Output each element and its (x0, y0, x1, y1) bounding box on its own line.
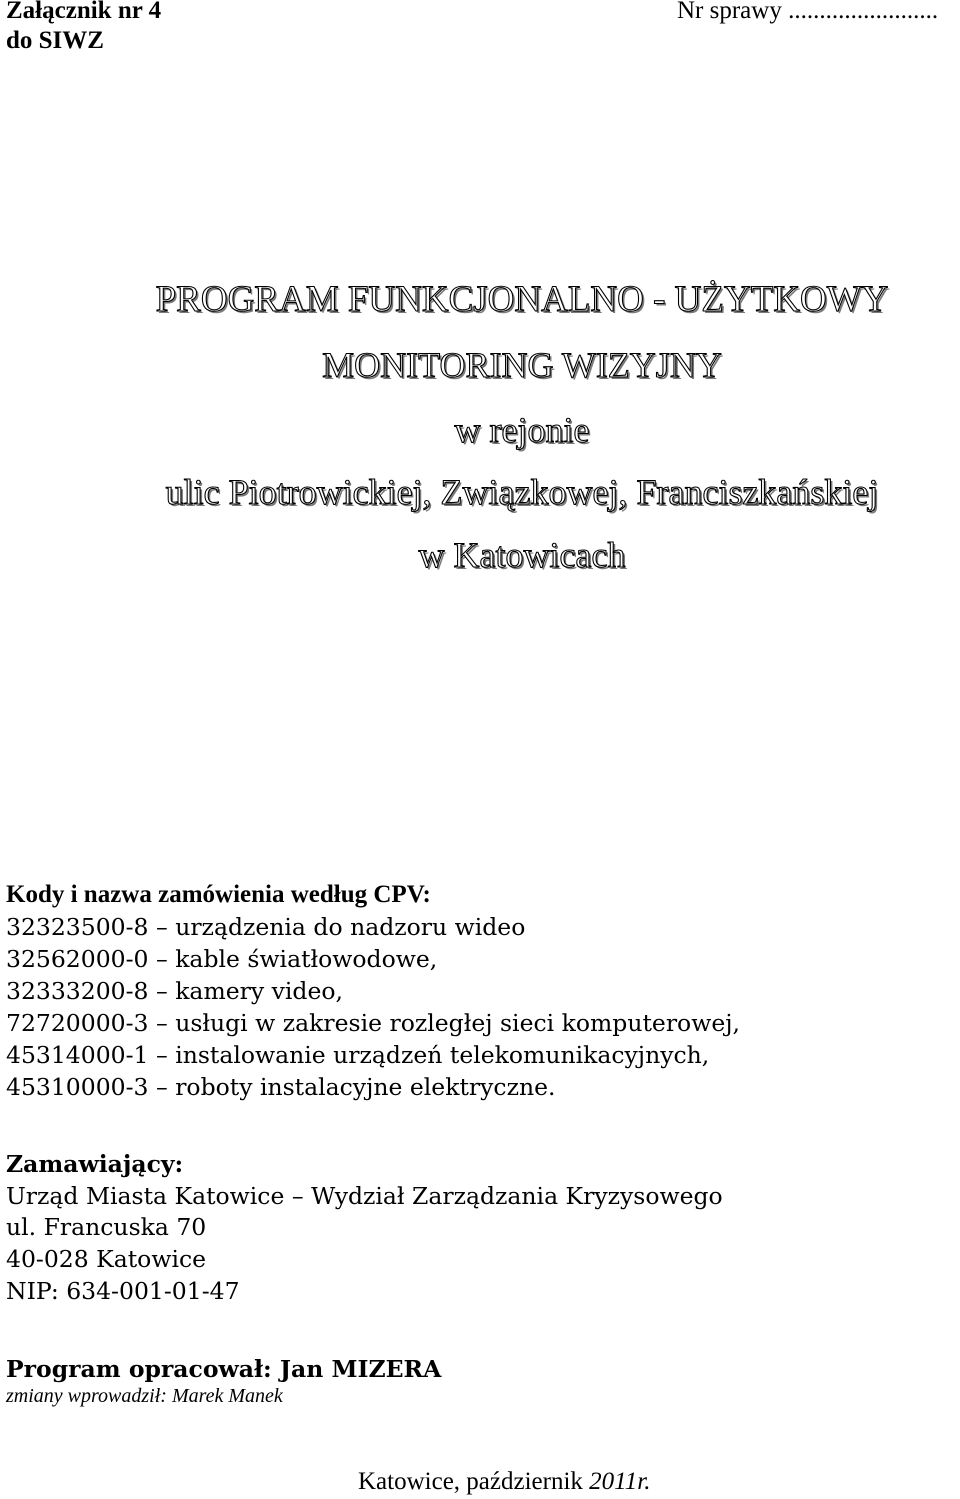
client-heading: Zamawiający: (6, 1150, 184, 1178)
place-date-text: Katowice, październik (358, 1468, 590, 1495)
client-name: Urząd Miasta Katowice – Wydział Zarządzania Kryzysowego (6, 1182, 723, 1210)
attachment-label: Załącznik nr 4 (6, 0, 162, 24)
cpv-item: 32562000-0 – kable światłowodowe, (6, 945, 438, 973)
cpv-item: 32333200-8 – kamery video, (6, 977, 343, 1005)
cpv-item: 45314000-1 – instalowanie urządzeń telekomunikacyjnych, (6, 1041, 710, 1069)
cpv-item: 45310000-3 – roboty instalacyjne elektryczne. (6, 1073, 556, 1101)
title-subject: MONITORING WIZYJNY (322, 345, 722, 385)
prepared-by: Program opracował: Jan MIZERA (6, 1355, 442, 1383)
changes-by: zmiany wprowadził: Marek Manek (6, 1385, 283, 1407)
cpv-item: 72720000-3 – usługi w zakresie rozległej sieci komputerowej, (6, 1009, 740, 1037)
case-number: Nr sprawy ........................ (677, 0, 939, 24)
cpv-heading: Kody i nazwa zamówienia według CPV: (6, 881, 431, 908)
cpv-item: 32323500-8 – urządzenia do nadzoru wideo (6, 913, 526, 941)
client-city: 40-028 Katowice (6, 1245, 207, 1273)
page-title: PROGRAM FUNKCJONALNO - UŻYTKOWY (155, 279, 889, 320)
title-streets: ulic Piotrowickiej, Związkowej, Franciszkańskiej (165, 472, 879, 512)
place-date (358, 1467, 651, 1497)
client-street: ul. Francuska 70 (6, 1213, 207, 1241)
title-city: w Katowicach (418, 535, 626, 575)
place-date-year: 2011r. (589, 1468, 651, 1495)
title-area: w rejonie (454, 410, 590, 450)
client-nip: NIP: 634-001-01-47 (6, 1277, 240, 1305)
attachment-siwz-label: do SIWZ (6, 27, 104, 54)
